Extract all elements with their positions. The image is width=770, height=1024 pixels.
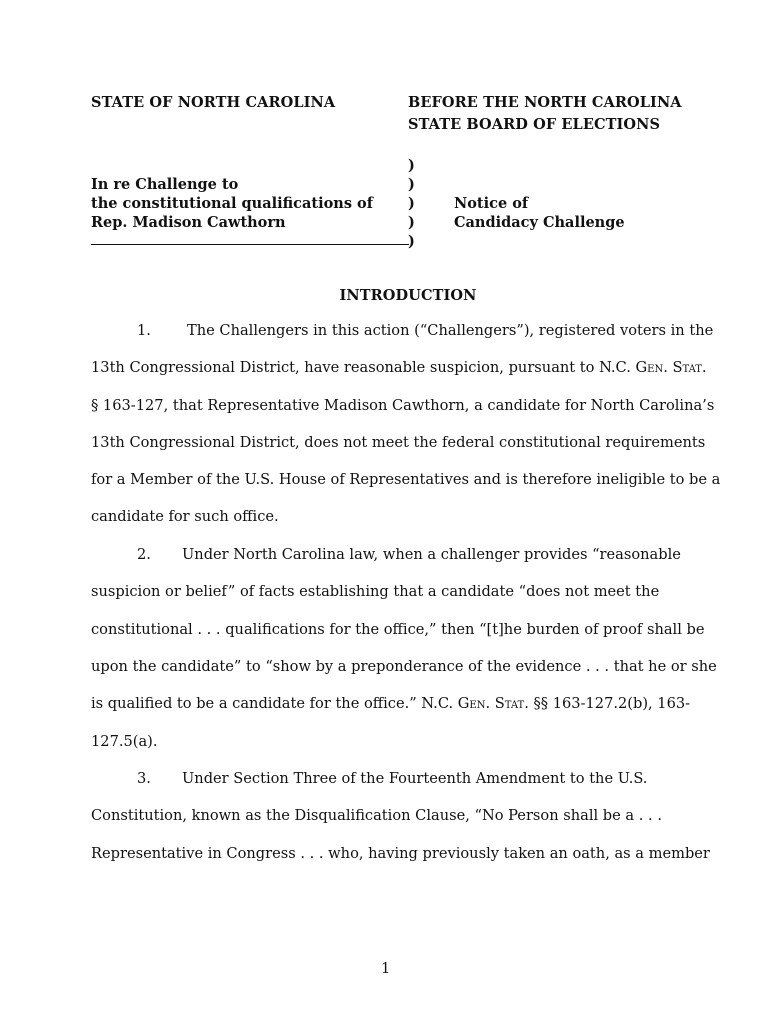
paragraph-3-line-2: Constitution, known as the Disqualification Clause, “No Person shall be a . . . [91, 807, 662, 824]
caption-paren: ) [408, 195, 415, 212]
text-run: is qualified to be a candidate for the office.” N.C. [91, 695, 458, 712]
notice-title-line2: Candidacy Challenge [454, 214, 625, 231]
caption-paren: ) [408, 157, 415, 174]
page-number: 1 [381, 961, 391, 977]
paragraph-1-line-4: 13th Congressional District, does not meet the federal constitutional requirements [91, 434, 706, 451]
caption-line-1: In re Challenge to [91, 176, 239, 193]
paragraph-1-line-2 [91, 359, 707, 376]
paragraph-1-line-6: candidate for such office. [91, 508, 279, 525]
text-run: §§ 163-127.2(b), 163- [528, 695, 691, 712]
paragraph-2-line-1: Under North Carolina law, when a challenger provides “reasonable [182, 546, 681, 563]
paragraph-3-line-3: Representative in Congress . . . who, having previously taken an oath, as a member [91, 845, 710, 862]
paragraph-2-line-4: upon the candidate” to “show by a preponderance of the evidence . . . that he or she [91, 658, 717, 675]
paragraph-2-line-5 [91, 695, 690, 712]
paragraph-number: 3. [137, 770, 151, 787]
caption-paren: ) [408, 176, 415, 193]
notice-title-line1: Notice of [454, 195, 529, 212]
section-title [0, 287, 770, 304]
section-title-text: INTRODUCTION [339, 287, 477, 304]
paragraph-2-line-3: constitutional . . . qualifications for the office,” then “[t]he burden of proof shall be [91, 621, 705, 638]
court-state-heading: STATE OF NORTH CAROLINA [91, 94, 336, 111]
caption-underline [91, 244, 409, 245]
tribunal-heading-line1: BEFORE THE NORTH CAROLINA [408, 94, 682, 111]
caption-line-2: the constitutional qualifications of [91, 195, 373, 212]
text-run: 13th Congressional District, have reasonable suspicion, pursuant to N.C. [91, 359, 636, 376]
paragraph-2-line-6: 127.5(a). [91, 733, 158, 750]
statute-citation: Gen. Stat. [457, 695, 529, 712]
paragraph-1-line-1: The Challengers in this action (“Challengers”), registered voters in the [187, 322, 714, 339]
paragraph-2-line-2: suspicion or belief” of facts establishing that a candidate “does not meet the [91, 583, 660, 600]
paragraph-number: 2. [137, 546, 151, 563]
caption-paren: ) [408, 233, 415, 250]
paragraph-3-line-1: Under Section Three of the Fourteenth Amendment to the U.S. [182, 770, 648, 787]
caption-line-3: Rep. Madison Cawthorn [91, 214, 286, 231]
paragraph-1-line-5: for a Member of the U.S. House of Representatives and is therefore ineligible to be a [91, 471, 721, 488]
caption-paren: ) [408, 214, 415, 231]
statute-citation: Gen. Stat. [635, 359, 707, 376]
paragraph-1-line-3: § 163-127, that Representative Madison Cawthorn, a candidate for North Carolina’s [91, 397, 715, 414]
tribunal-heading-line2: STATE BOARD OF ELECTIONS [408, 116, 661, 133]
paragraph-number: 1. [137, 322, 151, 339]
